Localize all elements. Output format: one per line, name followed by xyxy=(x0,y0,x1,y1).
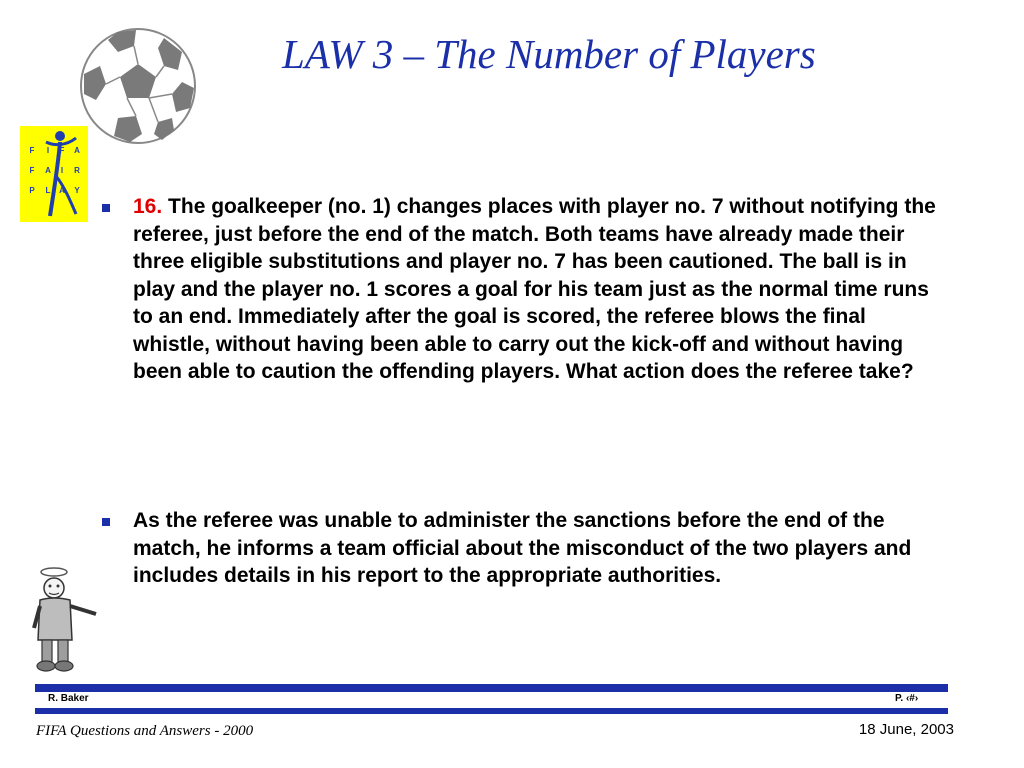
soccer-ball-icon xyxy=(78,26,198,146)
logo-letter: A xyxy=(45,166,51,175)
logo-letter: L xyxy=(45,186,51,195)
bullet-question xyxy=(98,193,938,386)
square-bullet-icon xyxy=(102,204,110,212)
fifa-fair-play-logo xyxy=(20,126,88,222)
logo-letter: I xyxy=(60,166,64,175)
bullet-answer xyxy=(98,507,938,590)
logo-letter: Y xyxy=(74,186,80,195)
bullet-text xyxy=(133,193,938,386)
logo-letter: F xyxy=(29,146,35,155)
logo-letter: I xyxy=(46,146,50,155)
answer-text: As the referee was unable to administer the sanctions before the end of the match, he informs a team official about the misconduct of the two players and includes details in his report to the appropriate authorities. xyxy=(133,509,912,587)
footer-presentation-title: FIFA Questions and Answers - 2000 xyxy=(36,723,254,739)
footer-top-rule xyxy=(35,684,948,692)
logo-letter: A xyxy=(59,186,65,195)
bullet-text xyxy=(133,507,938,590)
logo-letter: F xyxy=(29,166,35,175)
logo-letter: R xyxy=(74,166,80,175)
footer-date: 18 June, 2003 xyxy=(858,721,954,738)
logo-letter: F xyxy=(59,146,65,155)
footer-page-number: P. ‹#› xyxy=(895,693,919,704)
referee-cartoon-icon xyxy=(30,562,100,677)
footer-bottom-rule xyxy=(35,708,948,714)
footer-author: R. Baker xyxy=(48,693,89,704)
question-number: 16. xyxy=(133,195,163,218)
square-bullet-icon xyxy=(102,518,110,526)
question-text: The goalkeeper (no. 1) changes places with player no. 7 without notifying the referee, just before the end of the match. Both teams have already made their three eligible substitutions and player no. 7 has been cautioned. The ball is in play and the player no. 1 scores a goal for his team just as the normal time runs to an end. Immediately after the goal is scored, the referee blows the final whistle, without having been able to carry out the kick-off and without having been able to caution the offending players. What action does the referee take? xyxy=(133,195,936,383)
logo-letter: A xyxy=(74,146,80,155)
logo-letter: P xyxy=(29,186,35,195)
slide-title: LAW 3 – The Number of Players xyxy=(282,31,816,77)
